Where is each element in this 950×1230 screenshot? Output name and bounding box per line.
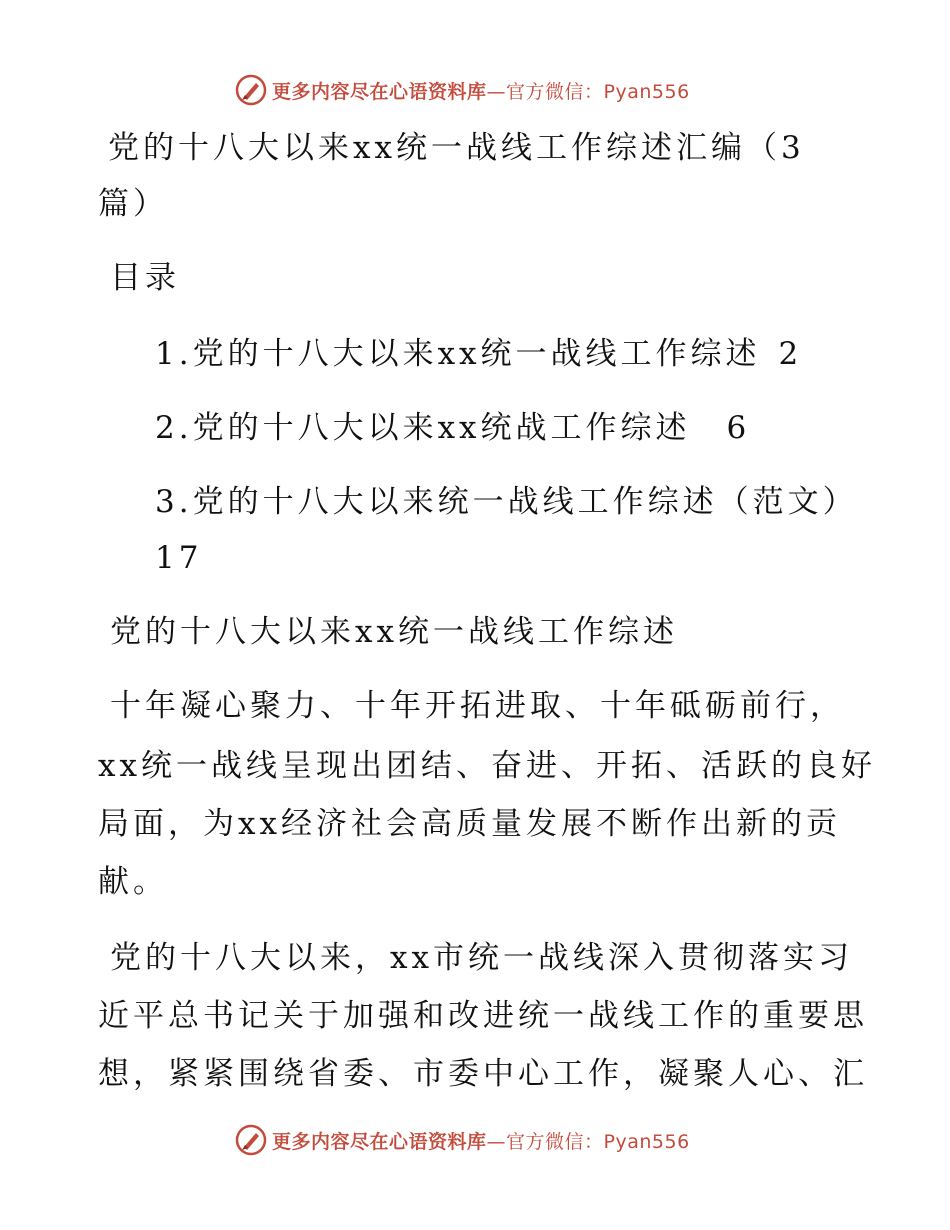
paragraph2-line2: 近平总书记关于加强和改进统一战线工作的重要思	[98, 998, 868, 1034]
toc-item-page: 2	[778, 336, 803, 372]
toc-item-text: 3.党的十八大以来统一战线工作综述（范文）	[155, 484, 858, 520]
paragraph1-line1: 十年凝心聚力、十年开拓进取、十年砥砺前行，	[110, 688, 845, 724]
watermark-footer	[234, 1120, 690, 1160]
toc-heading: 目录	[110, 260, 180, 296]
toc-item-text: 2.党的十八大以来xx统战工作综述	[155, 410, 691, 446]
document-title-line2: 篇）	[98, 186, 168, 222]
toc-item-1	[155, 334, 802, 374]
watermark-header	[234, 70, 690, 110]
paragraph2-line1: 党的十八大以来，xx市统一战线深入贯彻落实习	[110, 940, 853, 976]
pen-logo-icon	[234, 73, 268, 107]
document-title-line1: 党的十八大以来xx统一战线工作综述汇编（3	[108, 130, 805, 166]
section-title: 党的十八大以来xx统一战线工作综述	[110, 614, 678, 650]
paragraph2-line3: 想，紧紧围绕省委、市委中心工作，凝聚人心、汇	[98, 1056, 868, 1092]
pen-logo-icon	[234, 1123, 268, 1157]
watermark-text: 更多内容尽在心语资料库—官方微信：Pyan556	[272, 1130, 690, 1153]
watermark-text: 更多内容尽在心语资料库—官方微信：Pyan556	[272, 80, 690, 103]
toc-item-page: 6	[726, 410, 751, 446]
toc-item-2	[155, 408, 750, 448]
toc-item-text: 1.党的十八大以来xx统一战线工作综述	[155, 336, 761, 372]
toc-item-3-page: 17	[155, 540, 203, 576]
paragraph1-line2: xx统一战线呈现出团结、奋进、开拓、活跃的良好	[98, 748, 876, 784]
paragraph1-line3: 局面，为xx经济社会高质量发展不断作出新的贡	[98, 806, 841, 842]
paragraph1-line4: 献。	[98, 864, 168, 900]
toc-item-3	[155, 482, 858, 522]
